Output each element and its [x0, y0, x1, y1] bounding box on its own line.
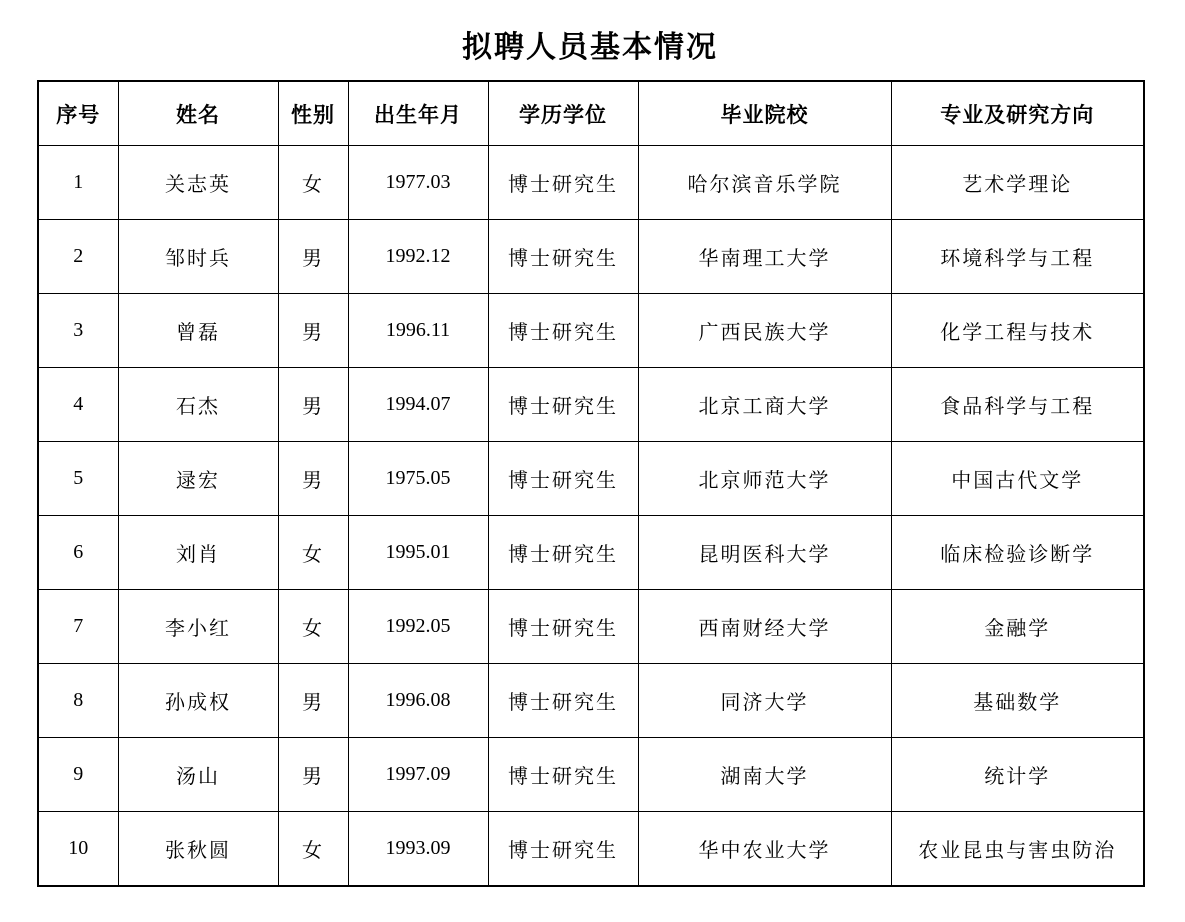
cell-gender: 男: [278, 220, 348, 294]
table-body: [38, 146, 1144, 887]
cell-index: 4: [38, 368, 118, 442]
cell-degree: 博士研究生: [488, 812, 638, 887]
cell-university: 湖南大学: [638, 738, 891, 812]
table-row: [38, 220, 1144, 294]
cell-gender: 女: [278, 516, 348, 590]
table-row: [38, 294, 1144, 368]
cell-name: 邹时兵: [118, 220, 278, 294]
cell-birthdate: 1994.07: [348, 368, 488, 442]
cell-birthdate: 1977.03: [348, 146, 488, 220]
table-header: [38, 81, 1144, 146]
cell-name: 逯宏: [118, 442, 278, 516]
cell-name: 刘肖: [118, 516, 278, 590]
cell-gender: 男: [278, 664, 348, 738]
cell-university: 北京工商大学: [638, 368, 891, 442]
page-title: 拟聘人员基本情况: [462, 31, 718, 64]
cell-index: 10: [38, 812, 118, 887]
cell-birthdate: 1993.09: [348, 812, 488, 887]
cell-degree: 博士研究生: [488, 294, 638, 368]
table-row: [38, 590, 1144, 664]
cell-university: 同济大学: [638, 664, 891, 738]
cell-major: 农业昆虫与害虫防治: [891, 812, 1144, 887]
cell-index: 2: [38, 220, 118, 294]
cell-degree: 博士研究生: [488, 220, 638, 294]
cell-university: 北京师范大学: [638, 442, 891, 516]
cell-gender: 女: [278, 812, 348, 887]
cell-major: 艺术学理论: [891, 146, 1144, 220]
cell-index: 9: [38, 738, 118, 812]
column-header-index: 序号: [38, 81, 118, 146]
column-header-name: 姓名: [118, 81, 278, 146]
cell-birthdate: 1975.05: [348, 442, 488, 516]
cell-birthdate: 1995.01: [348, 516, 488, 590]
cell-degree: 博士研究生: [488, 146, 638, 220]
cell-index: 7: [38, 590, 118, 664]
cell-gender: 男: [278, 738, 348, 812]
cell-birthdate: 1996.08: [348, 664, 488, 738]
column-header-gender: 性别: [278, 81, 348, 146]
table-row: [38, 738, 1144, 812]
column-header-university: 毕业院校: [638, 81, 891, 146]
cell-gender: 女: [278, 590, 348, 664]
cell-gender: 男: [278, 368, 348, 442]
cell-major: 食品科学与工程: [891, 368, 1144, 442]
cell-name: 石杰: [118, 368, 278, 442]
cell-index: 1: [38, 146, 118, 220]
cell-index: 5: [38, 442, 118, 516]
cell-university: 西南财经大学: [638, 590, 891, 664]
cell-birthdate: 1992.12: [348, 220, 488, 294]
cell-university: 华南理工大学: [638, 220, 891, 294]
cell-index: 3: [38, 294, 118, 368]
cell-major: 化学工程与技术: [891, 294, 1144, 368]
cell-major: 临床检验诊断学: [891, 516, 1144, 590]
cell-degree: 博士研究生: [488, 516, 638, 590]
column-header-major: 专业及研究方向: [891, 81, 1144, 146]
cell-index: 8: [38, 664, 118, 738]
cell-gender: 女: [278, 146, 348, 220]
cell-name: 李小红: [118, 590, 278, 664]
cell-gender: 男: [278, 442, 348, 516]
cell-name: 孙成权: [118, 664, 278, 738]
cell-index: 6: [38, 516, 118, 590]
table-row: [38, 664, 1144, 738]
personnel-table: [37, 80, 1145, 887]
cell-gender: 男: [278, 294, 348, 368]
cell-name: 张秋圆: [118, 812, 278, 887]
column-header-birthdate: 出生年月: [348, 81, 488, 146]
header-row: [38, 81, 1144, 146]
cell-university: 华中农业大学: [638, 812, 891, 887]
cell-degree: 博士研究生: [488, 368, 638, 442]
cell-major: 基础数学: [891, 664, 1144, 738]
column-header-degree: 学历学位: [488, 81, 638, 146]
cell-university: 昆明医科大学: [638, 516, 891, 590]
table-row: [38, 516, 1144, 590]
cell-birthdate: 1996.11: [348, 294, 488, 368]
cell-degree: 博士研究生: [488, 442, 638, 516]
cell-name: 汤山: [118, 738, 278, 812]
cell-major: 中国古代文学: [891, 442, 1144, 516]
cell-degree: 博士研究生: [488, 590, 638, 664]
table-row: [38, 812, 1144, 887]
cell-major: 统计学: [891, 738, 1144, 812]
table-row: [38, 442, 1144, 516]
cell-major: 环境科学与工程: [891, 220, 1144, 294]
cell-name: 曾磊: [118, 294, 278, 368]
cell-name: 关志英: [118, 146, 278, 220]
cell-birthdate: 1997.09: [348, 738, 488, 812]
cell-degree: 博士研究生: [488, 738, 638, 812]
cell-birthdate: 1992.05: [348, 590, 488, 664]
table-row: [38, 368, 1144, 442]
cell-degree: 博士研究生: [488, 664, 638, 738]
cell-university: 哈尔滨音乐学院: [638, 146, 891, 220]
cell-major: 金融学: [891, 590, 1144, 664]
cell-university: 广西民族大学: [638, 294, 891, 368]
table-row: [38, 146, 1144, 220]
